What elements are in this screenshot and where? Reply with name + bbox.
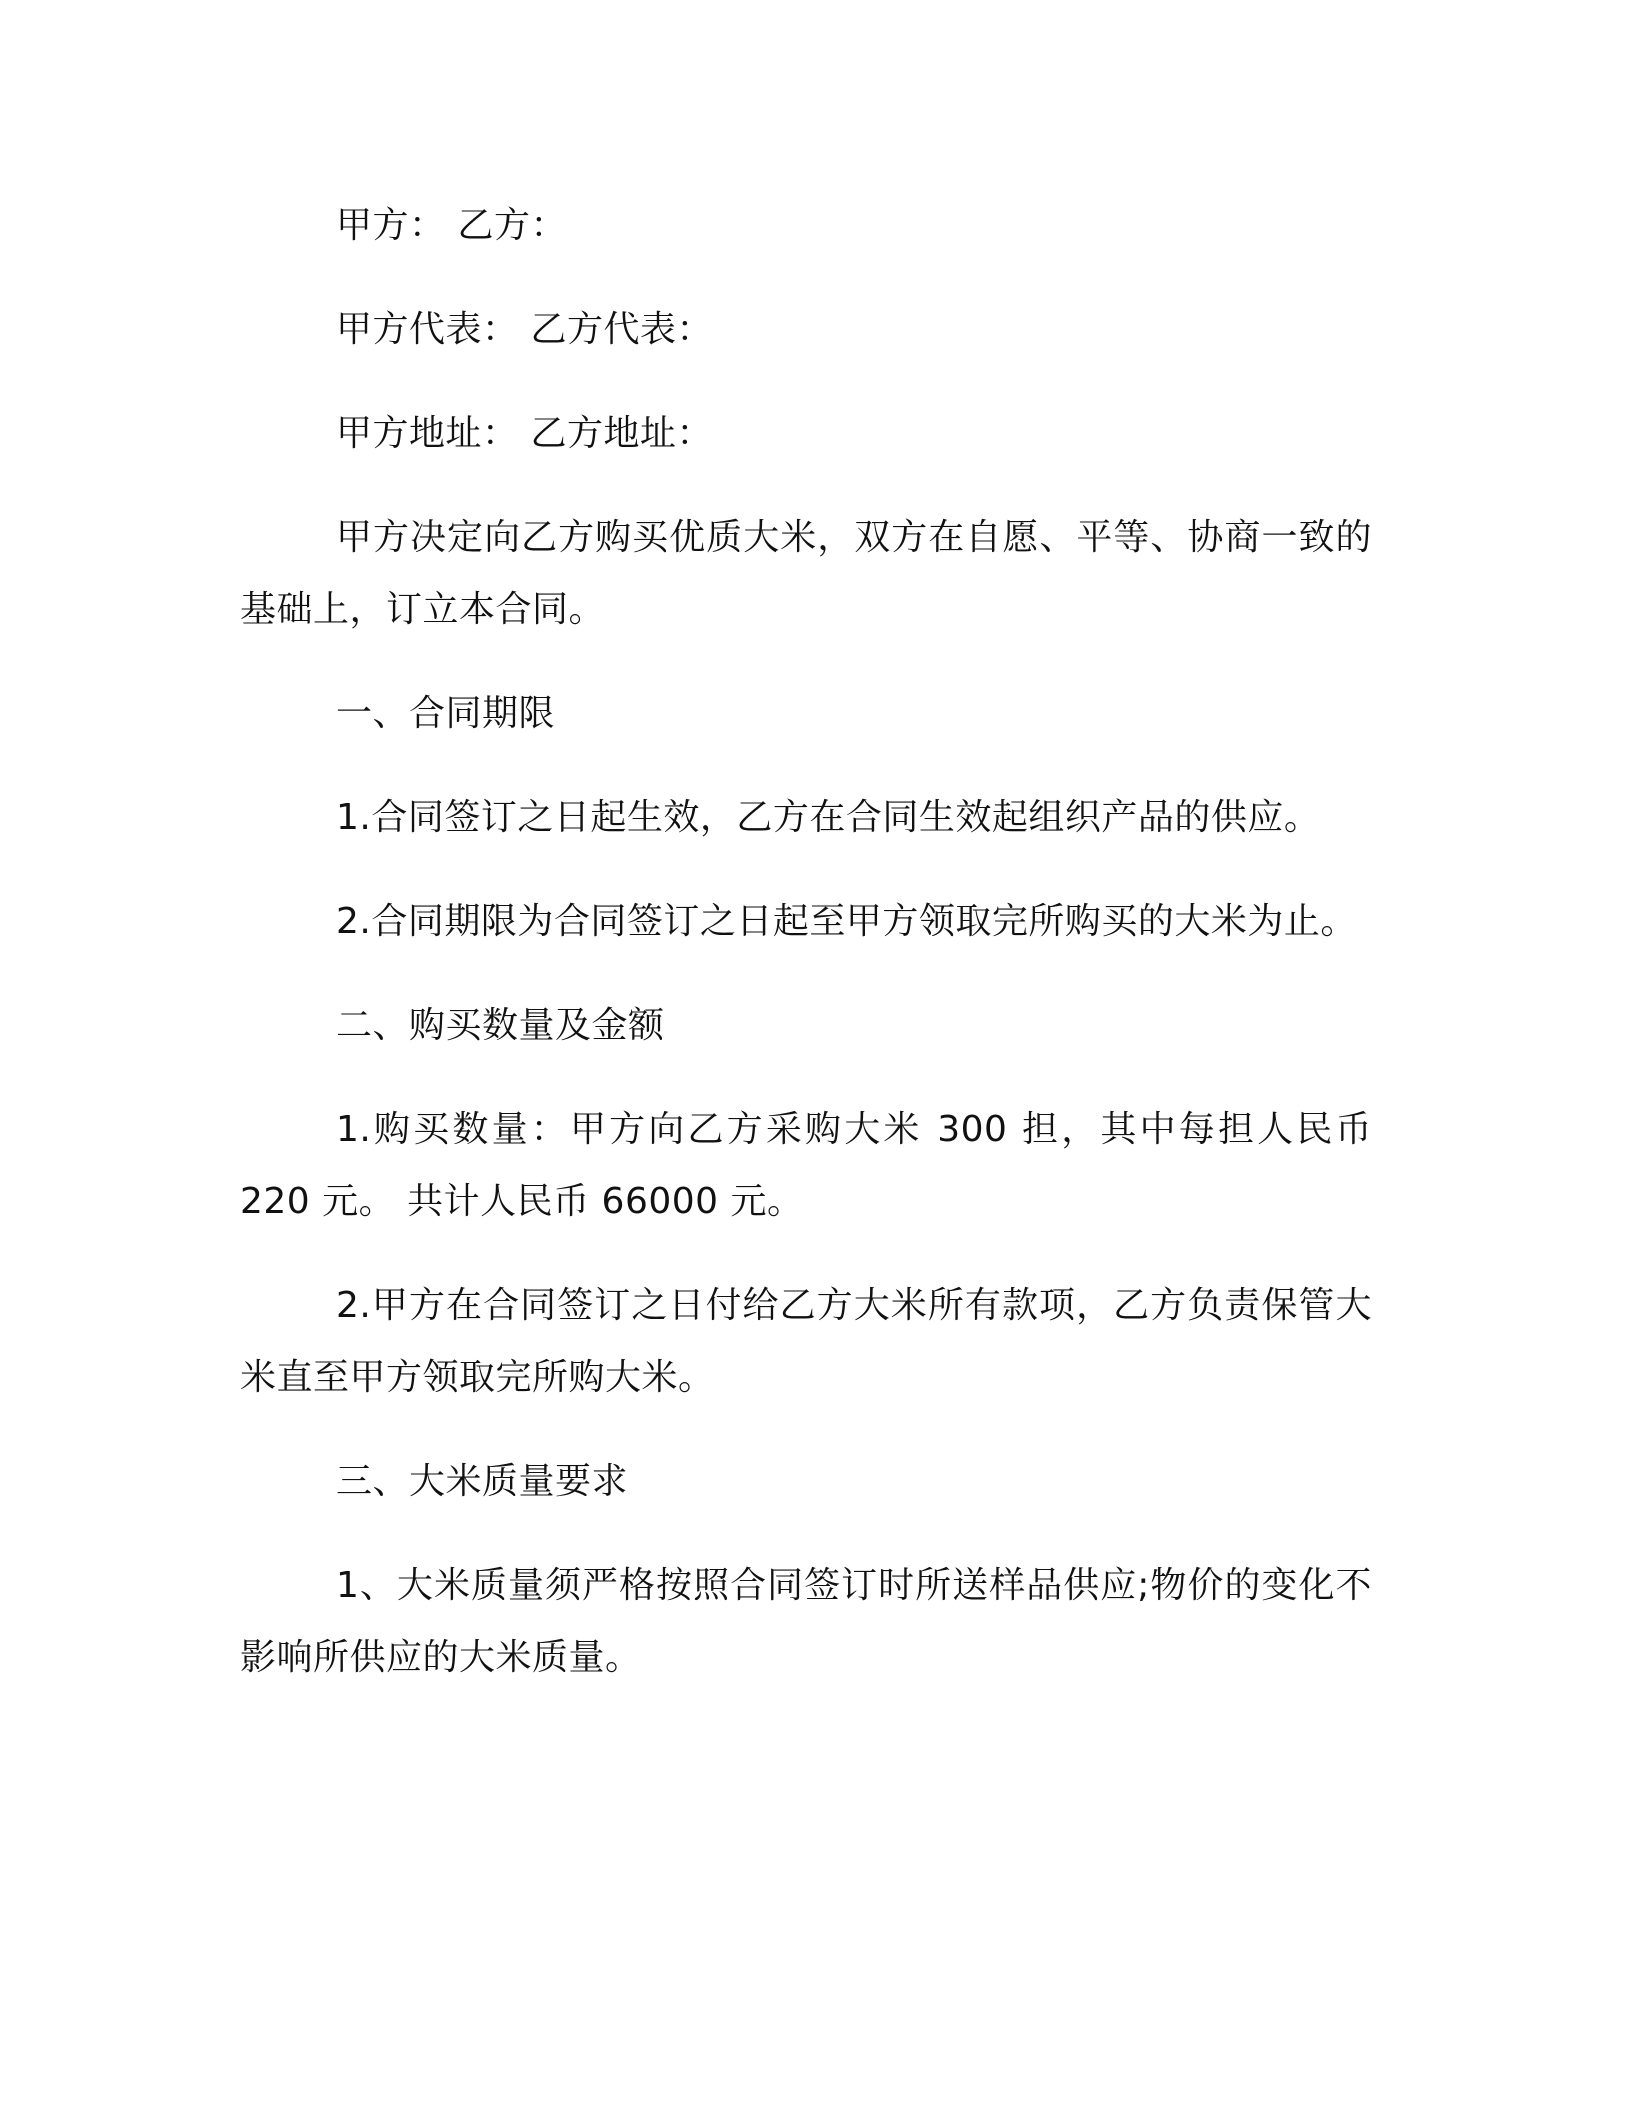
section-heading-quality: 三、大米质量要求 <box>336 1461 629 1502</box>
contract-preamble: 甲方决定向乙方购买优质大米，双方在自愿、平等、协商一致的基础上，订立本合同。 <box>240 517 1372 630</box>
clause-quality-1: 1、大米质量须严格按照合同签订时所送样品供应;物价的变化不影响所供应的大米质量。 <box>240 1565 1372 1678</box>
party-addresses-line: 甲方地址： 乙方地址： <box>336 413 713 454</box>
section-heading-term: 一、合同期限 <box>336 693 556 734</box>
clause-term-1: 1.合同签订之日起生效，乙方在合同生效起组织产品的供应。 <box>336 797 1321 838</box>
party-representatives-line: 甲方代表： 乙方代表： <box>336 309 713 350</box>
section-heading-quantity-amount: 二、购买数量及金额 <box>336 1005 665 1046</box>
clause-term-2: 2.合同期限为合同签订之日起至甲方领取完所购买的大米为止。 <box>336 901 1357 942</box>
clause-quantity-1: 1.购买数量：甲方向乙方采购大米 300 担，其中每担人民币 220 元。 共计人民币 66000 元。 <box>240 1109 1372 1222</box>
clause-quantity-2: 2.甲方在合同签订之日付给乙方大米所有款项，乙方负责保管大米直至甲方领取完所购大米。 <box>240 1285 1372 1398</box>
party-names-line: 甲方： 乙方： <box>336 205 567 246</box>
